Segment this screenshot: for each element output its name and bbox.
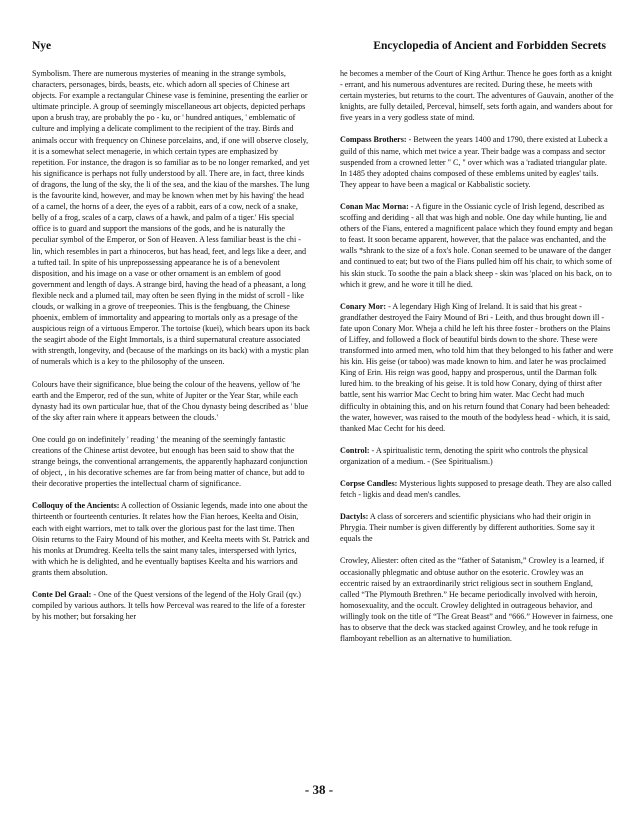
- entry-paragraph: [340, 445, 614, 467]
- entry-term: Control:: [340, 445, 370, 455]
- entry-text: Crowley, Aliester: often cited as the “father of Satanism,” Crowley is a learned, if occasionally phlegmatic and obtuse author on the esoteric. Crowley was an eccentric raised by an extraordinarily strict religious sect in southern England, called “The Plymouth Brethren.” He became periodically involved with heroin, homosexuality, and the occult. Crowley delighted in outrageous behavior, and willingly took on the title of “The Great Beast” and “666.” However in fairness, one has to observe that the deck was stacked against Crowley, and he took refuge in flamboyant rebellion as an alternative to humiliation.: [340, 556, 613, 644]
- entry-text: A class of sorcerers and scientific physicians who had their origin in Phrygia. Their number is given differently by different authorities. Some say it equals the: [340, 512, 595, 544]
- right-column: [340, 68, 614, 655]
- running-header: [32, 40, 606, 58]
- entry-paragraph: [340, 301, 614, 434]
- entry-text: A collection of Ossianic legends, made into one about the thirteenth or fourteenth centuries. It relates how the Fian heroes, Keelta and Oisin, each with eight warriors, met to talk over the glorious past for the last time. Then Oisin returns to the Fairy Mound of his mother, and Keelta meets with St. Patrick and his monks at Drumdreg. Keelta tells the saint many tales, interspersed with lyrics, with which he is delighted, and he eventually baptises Keelta and his warriors and grants them absolution.: [32, 501, 310, 577]
- entry-paragraph: [340, 511, 614, 544]
- header-author: Nye: [32, 40, 52, 52]
- entry-text: One could go on indefinitely ' reading ' the meaning of the seemingly fantastic creations of the Chinese artist devotee, but enough has been said to show that the strange beings, the conventional arrangements, the apparently haphazard conjunction of object, , in his decorative schemes are far from being matter of chance, but add to their decorative properties the intellectual charm of significance.: [32, 434, 308, 489]
- entry-text: - A figure in the Ossianic cycle of Irish legend, described as scoffing and deriding - all that was high and noble. One day while hunting, lie and others of the Fians, entered a magnificent palace which they found empty and began to feast. It soon became apparent, however, that the palace was enchanted, and the walls *shrank to the size of a fox's hole. Conan seemed to be unaware of the danger and continued to eat; but two of the Fians pulled him off his chair, to which some of his skin stuck. To soothe the pain a black sheep - skin was 'placed on his back, on to which it grew, and he wore it till he died.: [340, 201, 613, 289]
- entry-paragraph: [340, 478, 614, 500]
- entry-paragraph: [340, 134, 614, 189]
- entry-term: Conte Del Graal:: [32, 590, 92, 600]
- header-title: Encyclopedia of Ancient and Forbidden Secrets: [373, 40, 606, 52]
- entry-paragraph: [340, 68, 614, 123]
- entry-paragraph: [32, 589, 310, 622]
- page-number: - 38 -: [304, 782, 334, 797]
- entry-paragraph: [32, 68, 310, 368]
- entry-term: Corpse Candles:: [340, 479, 398, 488]
- entry-text: he becomes a member of the Court of King Arthur. Thence he goes forth as a knight - errant, and his numerous adventures are recited. During these, he meets with certain mysteries, but returns to the court. The adventures of Gauvain, another of the knights, are fully detailed, Perceval, himself, sets forth again, and wanders about for five years in a very godless state of mind.: [340, 69, 614, 123]
- left-column: [32, 68, 310, 633]
- entry-text: - A spiritualistic term, denoting the spirit who controls the physical organization of a medium. - (See Spiritualism.): [340, 445, 589, 466]
- entry-term: Conan Mac Morna:: [340, 201, 409, 211]
- entry-text: Symbolism. There are numerous mysteries of meaning in the strange symbols, characters, personages, birds, beasts, etc. which adorn all species of Chinese art objects. For example a rectangular Chinese vase is feminine, presenting the earlier or ultimate principle. A group of seemingly miscellaneous art objects, depicted perhaps upon a brush tray, are probably the po - ku, or ' hundred antiques, ' emblematic of culture and implying a delicate compliment to the recipient of the tray. Birds and animals occur with frequency on Chinese porcelains, and, if one will observe closely, it is a somewhat select menagerie, in which certain types are emphasized by repetition. For instance, the dragon is so familiar as to be no longer remarked, and yet his significance is perhaps not fully understood by all. There are, in fact, three kinds of dragons, the lung of the sky, the li of the sea, and the kiau of the marshes. The lung is the favourite kind, however, and may be known when met by his having' the head of a camel, the horns of a deer, the eyes of a rabbit, ears of a cow, neck of a snake, belly of a frog, scales of a carp, claws of a hawk, and palm of a tiger.' His special office is to guard and support the mansions of the gods, and he is naturally the peculiar symbol of the Emperor, or Son of Heaven. A less familiar beast is the chi - lin, which resembles in part a rhinoceros, but has head, feet, and legs like a deer, and a tufted tail. In spite of his unprepossessing appearance he is of a benevolent disposition, and his image on a vase or other ornament is an emblem of good government and length of days. A strange bird, having the head of a pheasant, a long flexible neck and a plumed tail, may often be seen flying in the midst of scroll - like clouds, or walking in a grove of treepeonies. This is the fengbuang, the Chinese phoenix, emblem of immortality and appearing to mortals only as a presage of the auspicious reign of a virtuous Emperor. The tortoise (kuei), which bears upon its back the seagirt abode of the Eight Immortals, is a third supernatural creature associated with strength, longevity, and (because of the markings on its back) with a mystic plan of numerals which is a key to the philosophy of the unseen.: [32, 69, 310, 367]
- entry-paragraph: [340, 201, 614, 290]
- entry-term: Compass Brothers:: [340, 135, 407, 145]
- entry-paragraph: [32, 500, 310, 578]
- entry-text: Mysterious lights supposed to presage death. They are also called fetch - ligkis and dead men's candles.: [340, 479, 612, 500]
- entry-text: Colours have their significance, blue being the colour of the heavens, yellow of 'he earth and the Emperor, red of the sun, white of Jupiter or the Year Star, while each dynasty had its own particular hue, that of the Chou dynasty being described as ' blue of the sky after rain where it appears between the clouds.': [32, 379, 309, 422]
- entry-paragraph: [32, 379, 310, 423]
- entry-text: - One of the Quest versions of the legend of the Holy Grail (qv.) compiled by various authors. It tells how Perceval was reared to the life of a forester by his mother; but forsaking her: [32, 590, 306, 622]
- entry-text: - Between the years 1400 and 1790, there existed at Lubeck a guild of this name, which met twice a year. Their badge was a compass and sector suspended from a crowned letter " C, " over which was a 'radiated triangular plate. In 1485 they adopted chains composed of these emblems united by eagles' tails. They appear to have been a magical or Kabbalistic society.: [340, 135, 608, 189]
- entry-term: Conary Mor:: [340, 301, 387, 311]
- entry-paragraph: [32, 434, 310, 489]
- entry-term: Colloquy of the Ancients:: [32, 501, 120, 511]
- entry-term: Dactyls:: [340, 512, 369, 522]
- entry-paragraph: [340, 555, 614, 644]
- entry-text: - A legendary High King of Ireland. It is said that his great - grandfather destroyed the Fairy Mound of Bri - Leith, and thus brought down ill - fate upon Conary Mor. Wheja a child he left his three foster - brothers on the Plains of Liffey, and followed a flock of beautiful birds down to the shore. These were transformed into armed men, who told him that they belonged to his father and were his kin. His geise (or taboo) was made known to him. and later he was proclaimed King of Erin. His reign was good, happy and prosperous, until the Darman folk lured him. to the breaking of his geise. It is told how Conary, dying of thirst after battle, sent his warrior Mac Cecht to bring him water. Mac Cecht had much difficulty in obtaining this, and on his return found that Conary had been beheaded: the water, however, was raised to the mouth of the bodyless head - which, it is said, thanked Mac Cecht for his deed.: [340, 301, 614, 433]
